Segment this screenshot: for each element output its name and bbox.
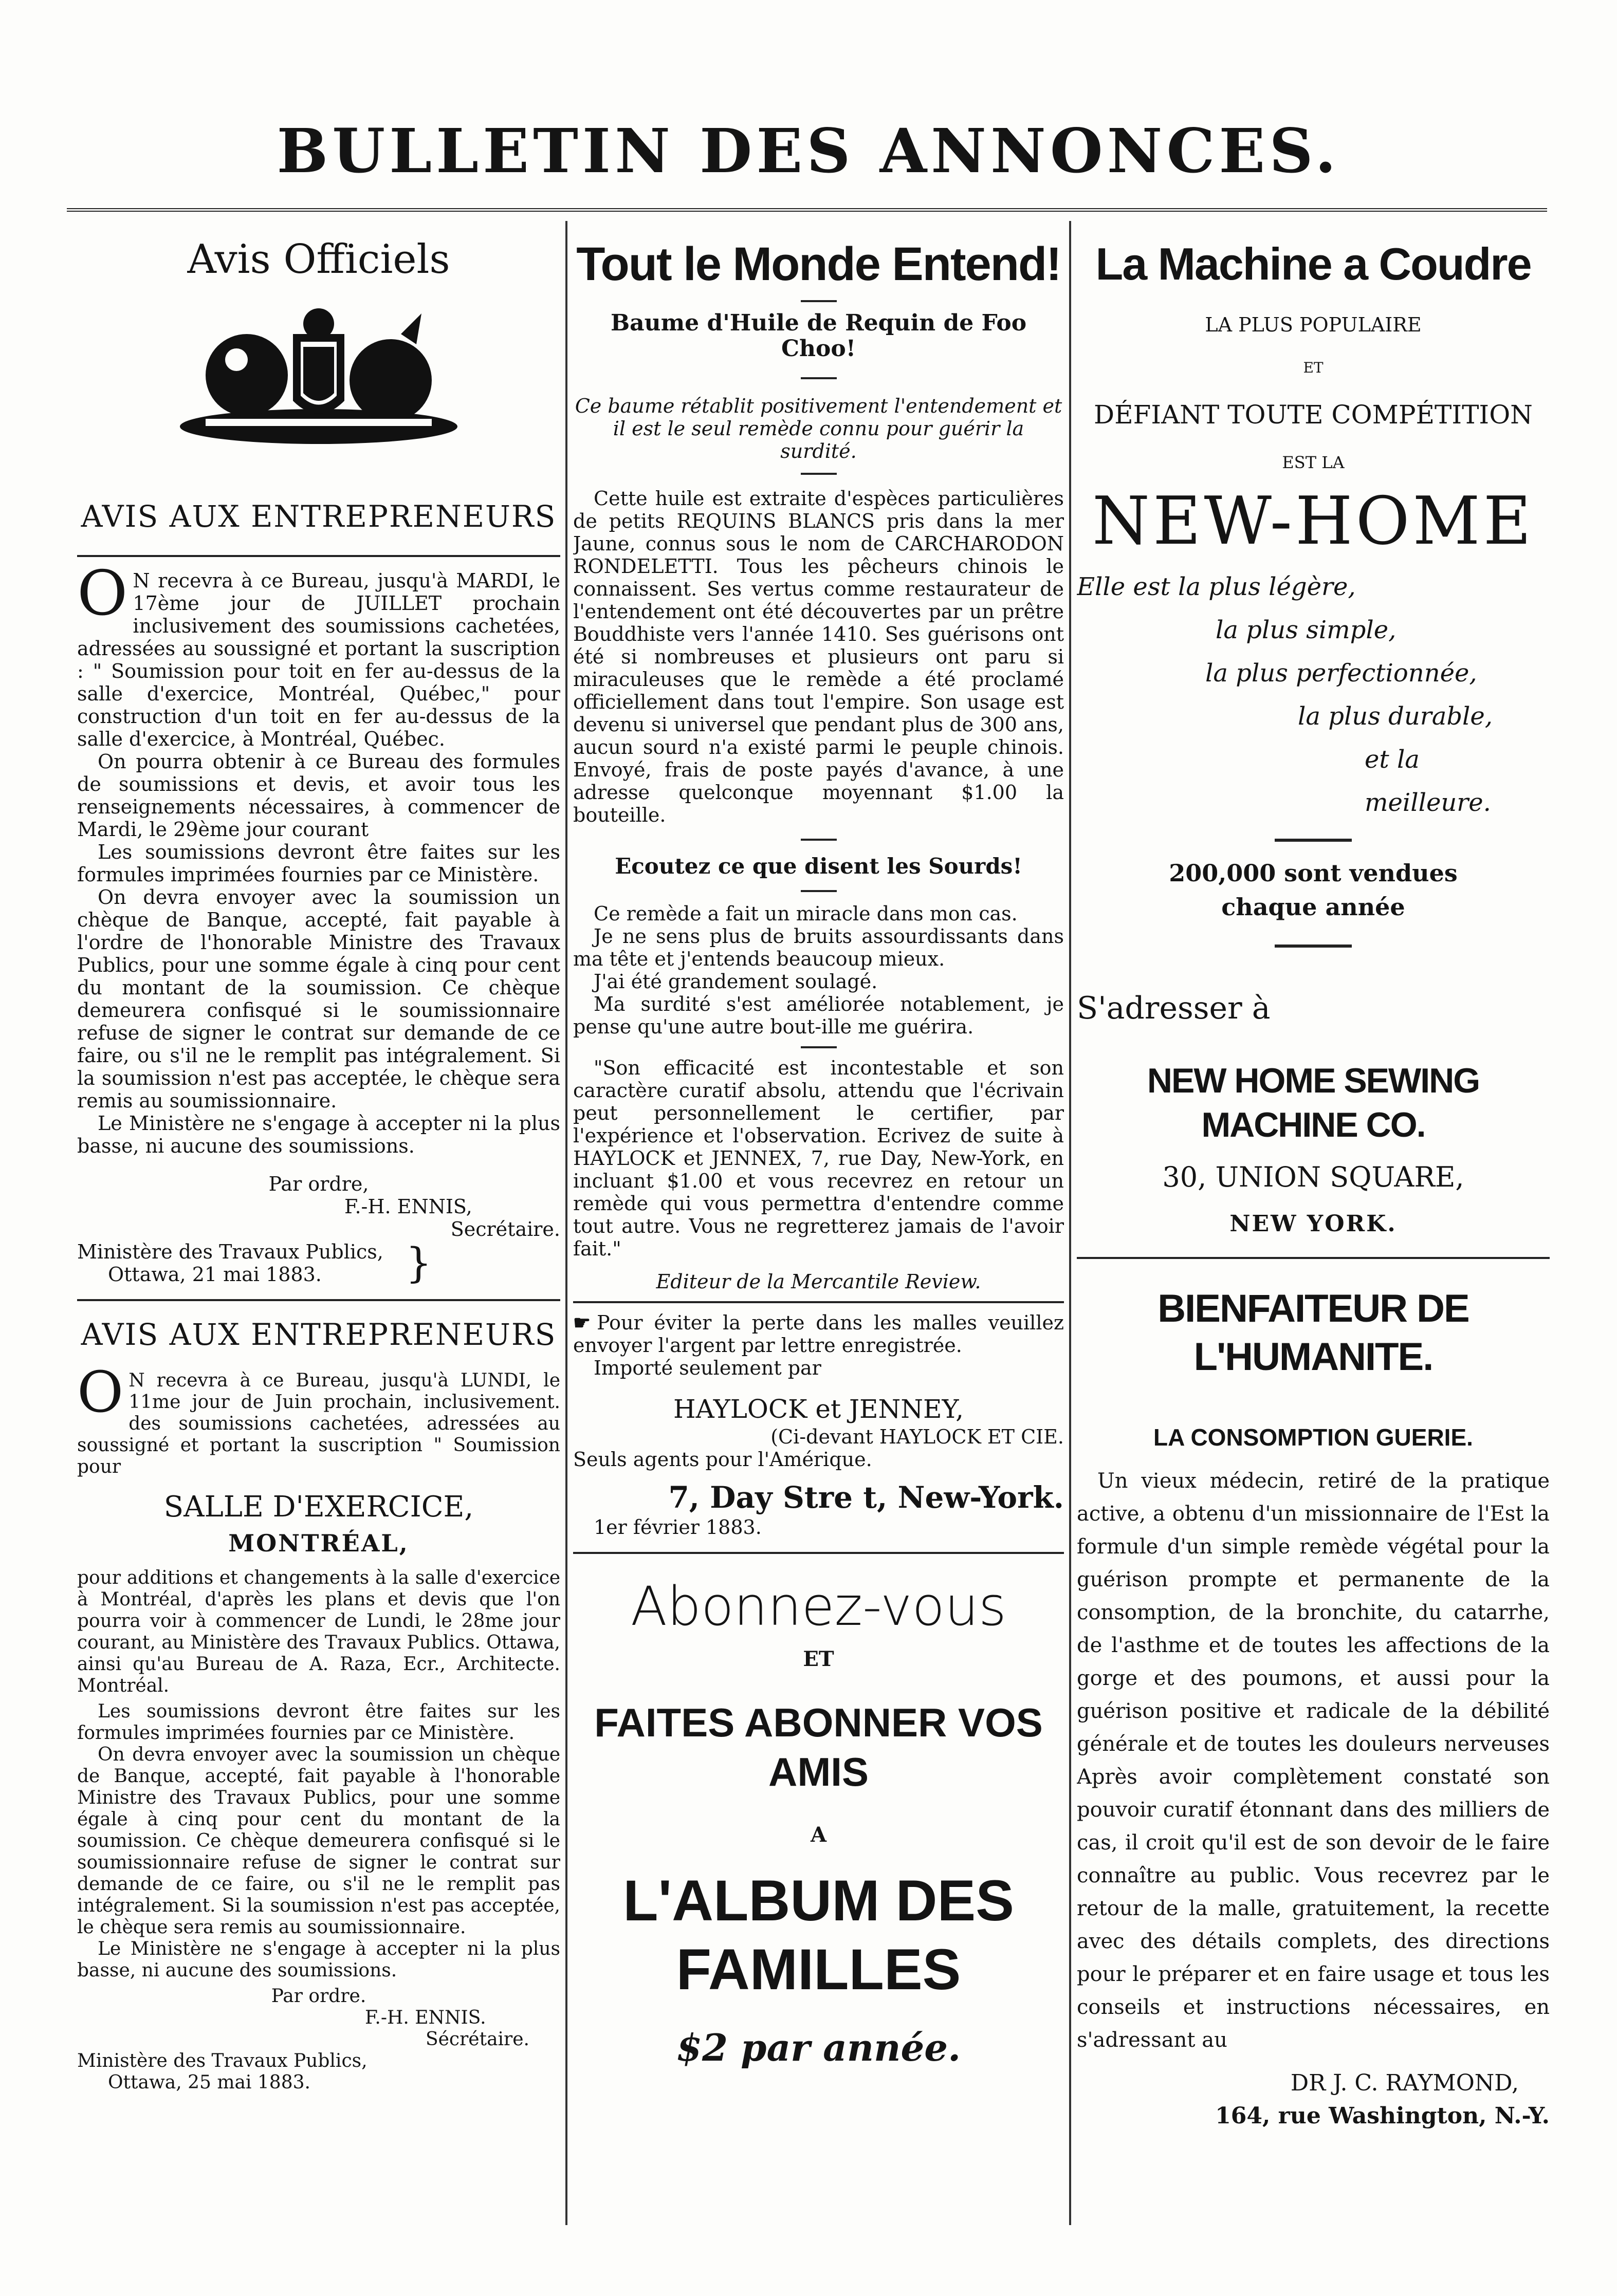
column-official-notices	[77, 221, 560, 2225]
ad-headline: BIENFAITEUR DE L'HUMANITE.	[1157, 1287, 1469, 1379]
notice-city: MONTRÉAL,	[228, 1529, 409, 1557]
ad-quote: "Son efficacité est incontestable et son caractère curatif absolu, attendu que l'écrivain peut personnellement le certifier, par l'expérience et l'observation. Ecrivez de suite à HAYLOCK et JENNEX, 7, rue Day, New-York, en incluant $1.00 et vous recevrez en retour un remède qui vous permettra d'entendre comme tout autre. Vous ne regretterez jamais de l'avoir fait."	[573, 1057, 1064, 1260]
masthead: BULLETIN DES ANNONCES.	[277, 115, 1340, 187]
notice-paragraph: On devra envoyer avec la soumission un chèque de Banque, accepté, fait payable à l'ordre de l'honorable Ministre des Travaux Publics, pour une somme égale à cinq pour cent du montant de la soumission. Ce chèque demeurera confisqué si le soumissionnaire refuse de signer le contrat sur demande de ce faire, ou s'il ne le remplit pas intégralement. Si la soumission n'est pas acceptée, le chèque sera remis au soumissionnaire.	[77, 886, 560, 1112]
signature-role: Secrétaire.	[450, 1218, 560, 1240]
column-divider	[1069, 221, 1071, 2225]
ad-subhead: Baume d'Huile de Requin de Foo Choo!	[610, 310, 1027, 362]
ad-date: 1er février 1883.	[594, 1516, 762, 1539]
ad-line: EST LA	[1282, 453, 1345, 472]
subscribe-et: ET	[803, 1647, 834, 1671]
masthead-rule	[67, 208, 1547, 212]
ad-quality: la plus durable,	[1298, 702, 1493, 731]
ad-contact: S'adresser à	[1077, 990, 1271, 1026]
ad-line: DÉFIANT TOUTE COMPÉTITION	[1094, 400, 1533, 430]
notice-paragraph: pour additions et changements à la salle d'exercice à Montréal, d'après les plans et devis que l'on pourra voir à commencer de Lundi, le 28me jour courant, au Ministère des Travaux Publics. Ottawa, ainsi qu'au Bureau de A. Raza, Ecr., Architecte. Montréal.	[77, 1567, 560, 1696]
ad-imported: Importé seulement par	[594, 1357, 821, 1379]
signature-name: F.-H. ENNIS.	[365, 2007, 486, 2028]
ad-subhead: LA CONSOMPTION GUERIE.	[1153, 1424, 1473, 1451]
ad-subhead: Ecoutez ce que disent les Sourds!	[615, 854, 1022, 879]
par-ordre: Par ordre.	[271, 1986, 366, 2007]
ad-former: (Ci-devant HAYLOCK ET CIE.	[770, 1425, 1064, 1448]
ad-sales: 200,000 sont vendues chaque année	[1169, 859, 1458, 921]
signature-block	[77, 2050, 560, 2094]
notice-paragraph: On devra envoyer avec la soumission un chèque de Banque, accepté, fait payable à l'honorable Ministre des Travaux Publics, pour une somme égale à cinq pour cent du montant de la soumission. Ce chèque demeurera confisqué si le soumissionnaire refuse de signer le contrat sur demande de ce faire, ou s'il ne le remplit pas intégralement. Si la soumission n'est pas acceptée, le chèque sera remis au soumissionnaire.	[77, 1744, 560, 1938]
column-divider	[565, 221, 567, 2225]
subscribe-title: Abonnez-vous	[630, 1575, 1007, 1638]
ad-company: HAYLOCK et JENNEY,	[673, 1394, 964, 1424]
notice-heading: AVIS AUX ENTREPRENEURS	[81, 499, 557, 534]
ad-headline: Tout le Monde Entend!	[576, 238, 1061, 290]
brace-icon: }	[406, 1239, 432, 1287]
subscribe-line: FAITES ABONNER VOS AMIS	[594, 1700, 1043, 1794]
signature-role: Sécrétaire.	[425, 2029, 529, 2050]
subscribe-a: A	[810, 1823, 827, 1847]
ad-note: ☛ Pour éviter la perte dans les malles veuillez envoyer l'argent par lettre enregistrée.	[573, 1311, 1064, 1357]
testimonial: Ce remède a fait un miracle dans mon cas.	[594, 902, 1018, 925]
ad-address: 7, Day Stre t, New-York.	[668, 1480, 1064, 1515]
notice-paragraph: Le Ministère ne s'engage à accepter ni la plus basse, ni aucune des soumissions.	[77, 1938, 560, 1981]
ad-line: LA PLUS POPULAIRE	[1205, 313, 1422, 336]
ad-headline: La Machine a Coudre	[1095, 238, 1531, 289]
ad-editor: Editeur de la Mercantile Review.	[656, 1270, 981, 1293]
signature-block	[77, 1240, 560, 1286]
ad-quality: et la meilleure.	[1365, 745, 1491, 817]
column-sewing-machine	[1077, 221, 1550, 2225]
pointing-hand-icon: ☛	[573, 1311, 591, 1334]
coat-of-arms-icon	[175, 303, 463, 447]
drop-cap: O	[77, 1359, 124, 1425]
section-title: Avis Officiels	[187, 236, 450, 283]
date-line: Ottawa, 21 mai 1883.	[108, 1263, 322, 1286]
testimonial: J'ai été grandement soulagé.	[594, 970, 878, 993]
ad-quality: la plus simple,	[1216, 616, 1396, 644]
signature-name: F.-H. ENNIS,	[344, 1195, 472, 1218]
ad-quality: la plus perfectionnée,	[1205, 659, 1477, 688]
notice-paragraph: On pourra obtenir à ce Bureau des formules de soumissions et devis, et avoir tous les renseignements nécessaires, à commencer de Mardi, le 29ème jour courant	[77, 750, 560, 841]
ad-intro: Ce baume rétablit positivement l'entendement et il est le seul remède connu pour guérir la surdité.	[575, 395, 1062, 462]
ministry-line: Ministère des Travaux Publics,	[77, 1240, 383, 1263]
ad-address: 30, UNION SQUARE,	[1162, 1161, 1464, 1193]
testimonial: Je ne sens plus de bruits assourdissants dans ma tête et j'entends beaucoup mieux.	[573, 925, 1064, 970]
subscribe-price: $2 par année.	[676, 2026, 961, 2069]
column-hearing-remedy	[573, 221, 1064, 2225]
notice-paragraph: Le Ministère ne s'engage à accepter ni la plus basse, ni aucune des soumissions.	[77, 1112, 560, 1157]
ad-city: NEW YORK.	[1229, 1211, 1397, 1237]
ad-paragraph: Cette huile est extraite d'espèces particulières de petits REQUINS BLANCS pris dans la mer Jaune, connus sous le nom de CARCHARODON RONDELETTI. Tous les pêcheurs chinois le connaissent. Ses vertus comme restaurateur de l'entendement ont été découvertes par un prêtre Bouddhiste vers l'année 1410. Ses guérisons ont été si nombreuses et plusieurs ont paru si miraculeuses que le remède a été proclamé officiellement dans tout l'empire. Son usage est devenu si universel que pendant plus de 300 ans, aucun sourd n'a existé parmi le peuple chinois. Envoyé, frais de poste payés d'avance, à une adresse quelconque moyennant $1.00 la bouteille.	[573, 487, 1064, 826]
notice-paragraph: Les soumissions devront être faites sur les formules imprimées fournies par ce Ministère.	[77, 1701, 560, 1744]
notice-paragraph: O N recevra à ce Bureau, jusqu'à LUNDI, le 11me jour de Juin prochain, inclusivement. des soumissions cachetées, adressées au soussigné et portant la suscription " Soumission pour	[77, 1359, 560, 1477]
brand-name: NEW-HOME	[1092, 483, 1534, 560]
ad-line: ET	[1303, 359, 1324, 376]
ad-paragraph: Un vieux médecin, retiré de la pratique active, a obtenu d'un missionnaire de l'Est la formule d'un simple remède végétal pour la guérison prompte et permanente de la consomption, de la bronchite, du catarrhe, de l'asthme et de toutes les affections de la gorge et des poumons, et aussi pour la guérison positive et radicale de la débilité générale et de toutes les douleurs nerveuses Après avoir complètement constaté son pouvoir curatif étonnant dans des milliers de cas, il croit qu'il est de son devoir de le faire connaître au public. Vous recevrez par le retour de la malle, gratuitement, la recette avec des détails complets, des directions pour le préparer et en faire usage et tous les conseils et instructions nécessaires, en s'adressant au	[1077, 1469, 1550, 2052]
drop-cap: O	[77, 558, 128, 629]
notice-heading: AVIS AUX ENTREPRENEURS	[81, 1317, 557, 1352]
ad-doctor: DR J. C. RAYMOND,	[1290, 2070, 1519, 2096]
subscribe-album: L'ALBUM DES FAMILLES	[623, 1868, 1014, 2002]
ministry-line: Ministère des Travaux Publics,	[77, 2050, 368, 2071]
date-line: Ottawa, 25 mai 1883.	[108, 2072, 310, 2093]
notice-paragraph: O N recevra à ce Bureau, jusqu'à MARDI, le 17ème jour de JUILLET prochain inclusivement des soumissions cachetées, adressées au soussigné et portant la suscription : " Soumission pour toit en fer au-dessus de la salle d'exercice, Montréal, Québec," pour construction d'un toit en fer au-dessus de la salle d'exercice, à Montréal, Québec.	[77, 558, 560, 750]
notice-paragraph: Les soumissions devront être faites sur les formules imprimées fournies par ce Ministère.	[77, 841, 560, 886]
ad-doctor-address: 164, rue Washington, N.-Y.	[1215, 2103, 1550, 2129]
ad-agents: Seuls agents pour l'Amérique.	[573, 1448, 872, 1471]
notice-subject: SALLE D'EXERCICE,	[163, 1490, 474, 1524]
ad-company: NEW HOME SEWING MACHINE CO.	[1147, 1061, 1480, 1144]
par-ordre: Par ordre,	[268, 1173, 369, 1195]
testimonial: Ma surdité s'est améliorée notablement, je pense qu'une autre bout-ille me guérira.	[573, 993, 1064, 1038]
ad-quality: Elle est la plus légère,	[1077, 572, 1356, 601]
